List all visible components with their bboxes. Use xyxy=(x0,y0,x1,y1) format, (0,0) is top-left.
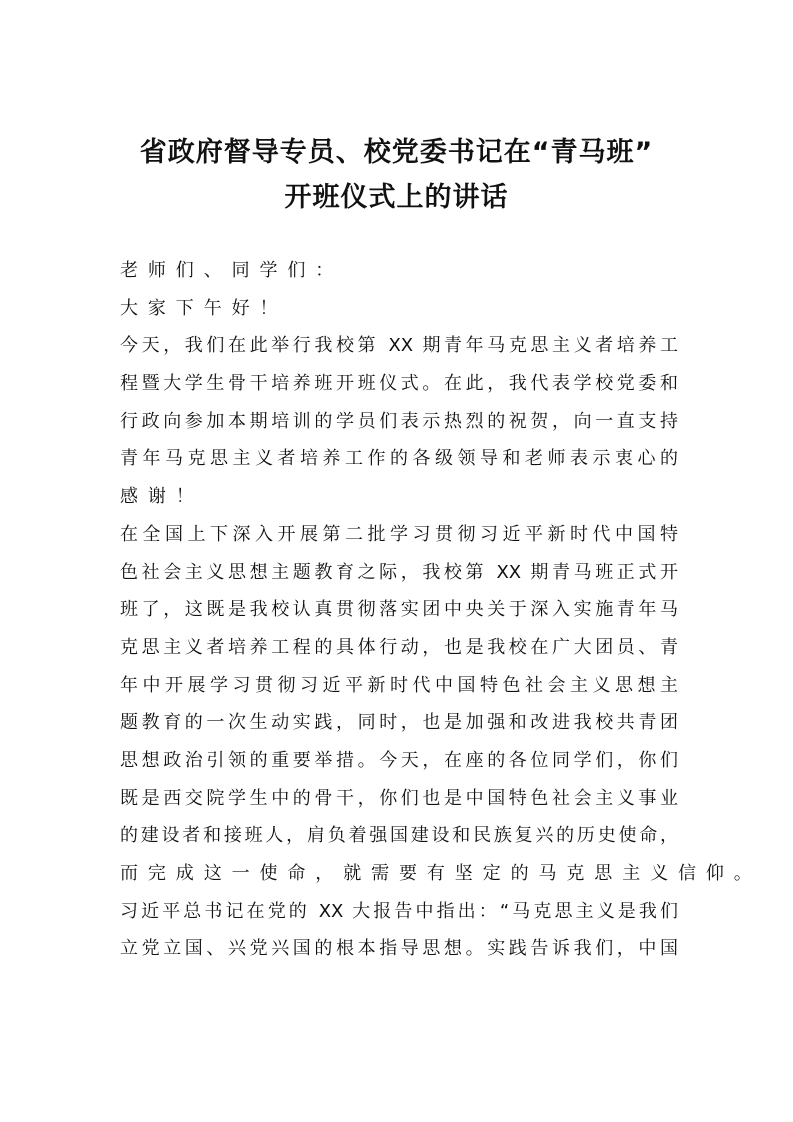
text-line: 在全国上下深入开展第二批学习贯彻习近平新时代中国特 xyxy=(120,523,678,545)
text-line: 年中开展学习贯彻习近平新时代中国特色社会主义思想主 xyxy=(120,674,678,696)
text-line: 行政向参加本期培训的学员们表示热烈的祝贺，向一直支持 xyxy=(120,410,678,432)
text-line: 老师们、同学们： xyxy=(120,260,344,281)
document-title-line-1: 省政府督导专员、校党委书记在“青马班” xyxy=(139,137,654,168)
text-line: 立党立国、兴党兴国的根本指导思想。实践告诉我们，中国 xyxy=(120,938,678,960)
text-line: 思想政治引领的重要举措。今天，在座的各位同学们，你们 xyxy=(120,749,678,771)
text-line: 大家下午好！ xyxy=(120,297,288,319)
text-line: 感谢！ xyxy=(120,486,204,508)
text-line: 色社会主义思想主题教育之际，我校第 XX 期青马班正式开 xyxy=(120,561,678,583)
text-line: 克思主义者培养工程的具体行动，也是我校在广大团员、青 xyxy=(120,636,678,658)
text-line: 题教育的一次生动实践，同时，也是加强和改进我校共青团 xyxy=(120,712,678,734)
text-line: 既是西交院学生中的骨干，你们也是中国特色社会主义事业 xyxy=(120,787,678,809)
text-line: 的建设者和接班人，肩负着强国建设和民族复兴的历史使命， xyxy=(120,825,678,847)
text-line: 程暨大学生骨干培养班开班仪式。在此，我代表学校党委和 xyxy=(120,373,678,395)
text-line: 今天，我们在此举行我校第 XX 期青年马克思主义者培养工 xyxy=(120,335,678,357)
text-line: 习近平总书记在党的 XX 大报告中指出：“马克思主义是我们 xyxy=(120,900,678,922)
text-line: 而完成这一使命，就需要有坚定的马克思主义信仰。 xyxy=(120,863,762,884)
document-title-line-2: 开班仪式上的讲话 xyxy=(284,182,509,213)
text-line: 班了，这既是我校认真贯彻落实团中央关于深入实施青年马 xyxy=(120,599,678,621)
document-body xyxy=(120,252,762,968)
text-line: 青年马克思主义者培养工作的各级领导和老师表示衷心的 xyxy=(120,448,678,470)
